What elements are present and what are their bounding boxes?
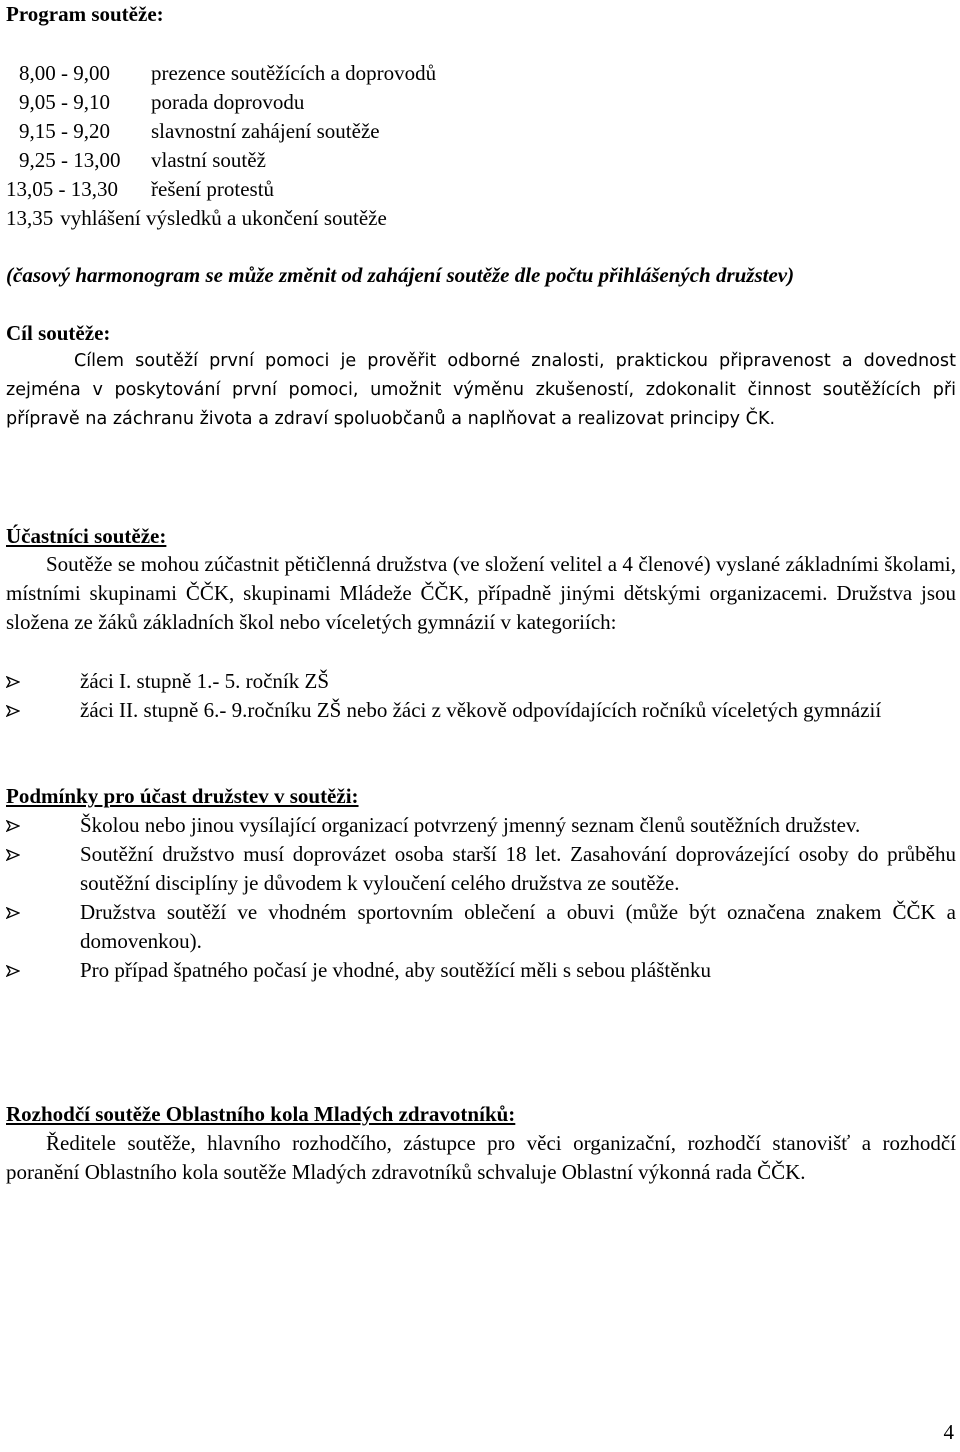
schedule-activity: prezence soutěžících a doprovodů (151, 61, 437, 85)
condition-item: Družstva soutěží ve vhodném sportovním oblečení a obuvi (může být označena znakem ČČK a domovenkou). (80, 900, 956, 953)
schedule-row (6, 59, 436, 88)
page-number: 4 (943, 1420, 954, 1444)
goal-text: Cílem soutěží první pomoci je prověřit odborné znalosti, praktickou připravenost a dovednost zejména v poskytování první pomoci, umožnit výměnu zkušeností, zdokonalit činnost soutěžících při přípravě na záchranu života a zdraví spoluobčanů a naplňovat a realizovat principy ČK. (6, 351, 956, 429)
schedule-row (6, 146, 436, 175)
schedule-time: 8,00 - 9,00 (19, 61, 110, 85)
schedule-activity: řešení protestů (151, 177, 275, 201)
schedule-note: (časový harmonogram se může změnit od zahájení soutěže dle počtu přihlášených družstev) (6, 263, 795, 287)
schedule-activity: vyhlášení výsledků a ukončení soutěže (60, 206, 387, 230)
schedule-time: 13,05 - 13,30 (6, 177, 118, 201)
schedule-row (6, 204, 436, 233)
list-item (6, 667, 956, 696)
conditions-list (6, 811, 956, 985)
schedule-time: 9,05 - 9,10 (19, 90, 110, 114)
list-item (6, 696, 956, 725)
schedule-activity: porada doprovodu (151, 90, 305, 114)
participants-text: Soutěže se mohou zúčastnit pětičlenná družstva (ve složení velitel a 4 členové) vyslané základními školami, místními skupinami ČČK, skupinami Mládeže ČČK, případně jinými dětskými organizacemi. Družstva jsou složena ze žáků základních škol nebo víceletých gymnázií v kategoriích: (6, 552, 956, 634)
arrowhead-bullet-icon (6, 696, 80, 717)
program-title: Program soutěže: (6, 2, 164, 26)
list-item (6, 898, 956, 956)
schedule-activity: slavnostní zahájení soutěže (151, 119, 380, 143)
category-item: žáci I. stupně 1.- 5. ročník ZŠ (80, 669, 330, 693)
judges-text: Ředitele soutěže, hlavního rozhodčího, zástupce pro věci organizační, rozhodčí stanovišť a rozhodčí poranění Oblastního kola soutěže Mladých zdravotníků schvaluje Oblastní výkonná rada ČČK. (6, 1131, 956, 1184)
goal-title: Cíl soutěže: (6, 321, 111, 345)
schedule-time: 9,25 - 13,00 (19, 148, 121, 172)
schedule-list (6, 59, 436, 233)
schedule-row (6, 117, 436, 146)
list-item (6, 956, 956, 985)
arrowhead-bullet-icon (6, 667, 80, 688)
arrowhead-bullet-icon (6, 811, 80, 832)
category-item: žáci II. stupně 6.- 9.ročníku ZŠ nebo žáci z věkově odpovídajících ročníků víceletých gymnázií (80, 698, 882, 722)
list-item (6, 811, 956, 840)
schedule-row (6, 88, 436, 117)
condition-item: Školou nebo jinou vysílající organizací potvrzený jmenný seznam členů soutěžních družstev. (80, 813, 861, 837)
schedule-activity: vlastní soutěž (151, 148, 266, 172)
list-item (6, 840, 956, 898)
schedule-time: 9,15 - 9,20 (19, 119, 110, 143)
schedule-row (6, 175, 436, 204)
participants-title: Účastníci soutěže: (6, 524, 167, 548)
schedule-time: 13,35 (6, 206, 54, 230)
arrowhead-bullet-icon (6, 956, 80, 977)
arrowhead-bullet-icon (6, 840, 80, 861)
condition-item: Soutěžní družstvo musí doprovázet osoba starší 18 let. Zasahování doprovázející osoby do průběhu soutěžní disciplíny je důvodem k vyloučení celého družstva ze soutěže. (80, 842, 956, 895)
categories-list (6, 667, 956, 725)
condition-item: Pro případ špatného počasí je vhodné, aby soutěžící měli s sebou pláštěnku (80, 958, 712, 982)
arrowhead-bullet-icon (6, 898, 80, 919)
judges-title: Rozhodčí soutěže Oblastního kola Mladých zdravotníků: (6, 1102, 516, 1126)
conditions-title: Podmínky pro účast družstev v soutěži: (6, 784, 359, 808)
